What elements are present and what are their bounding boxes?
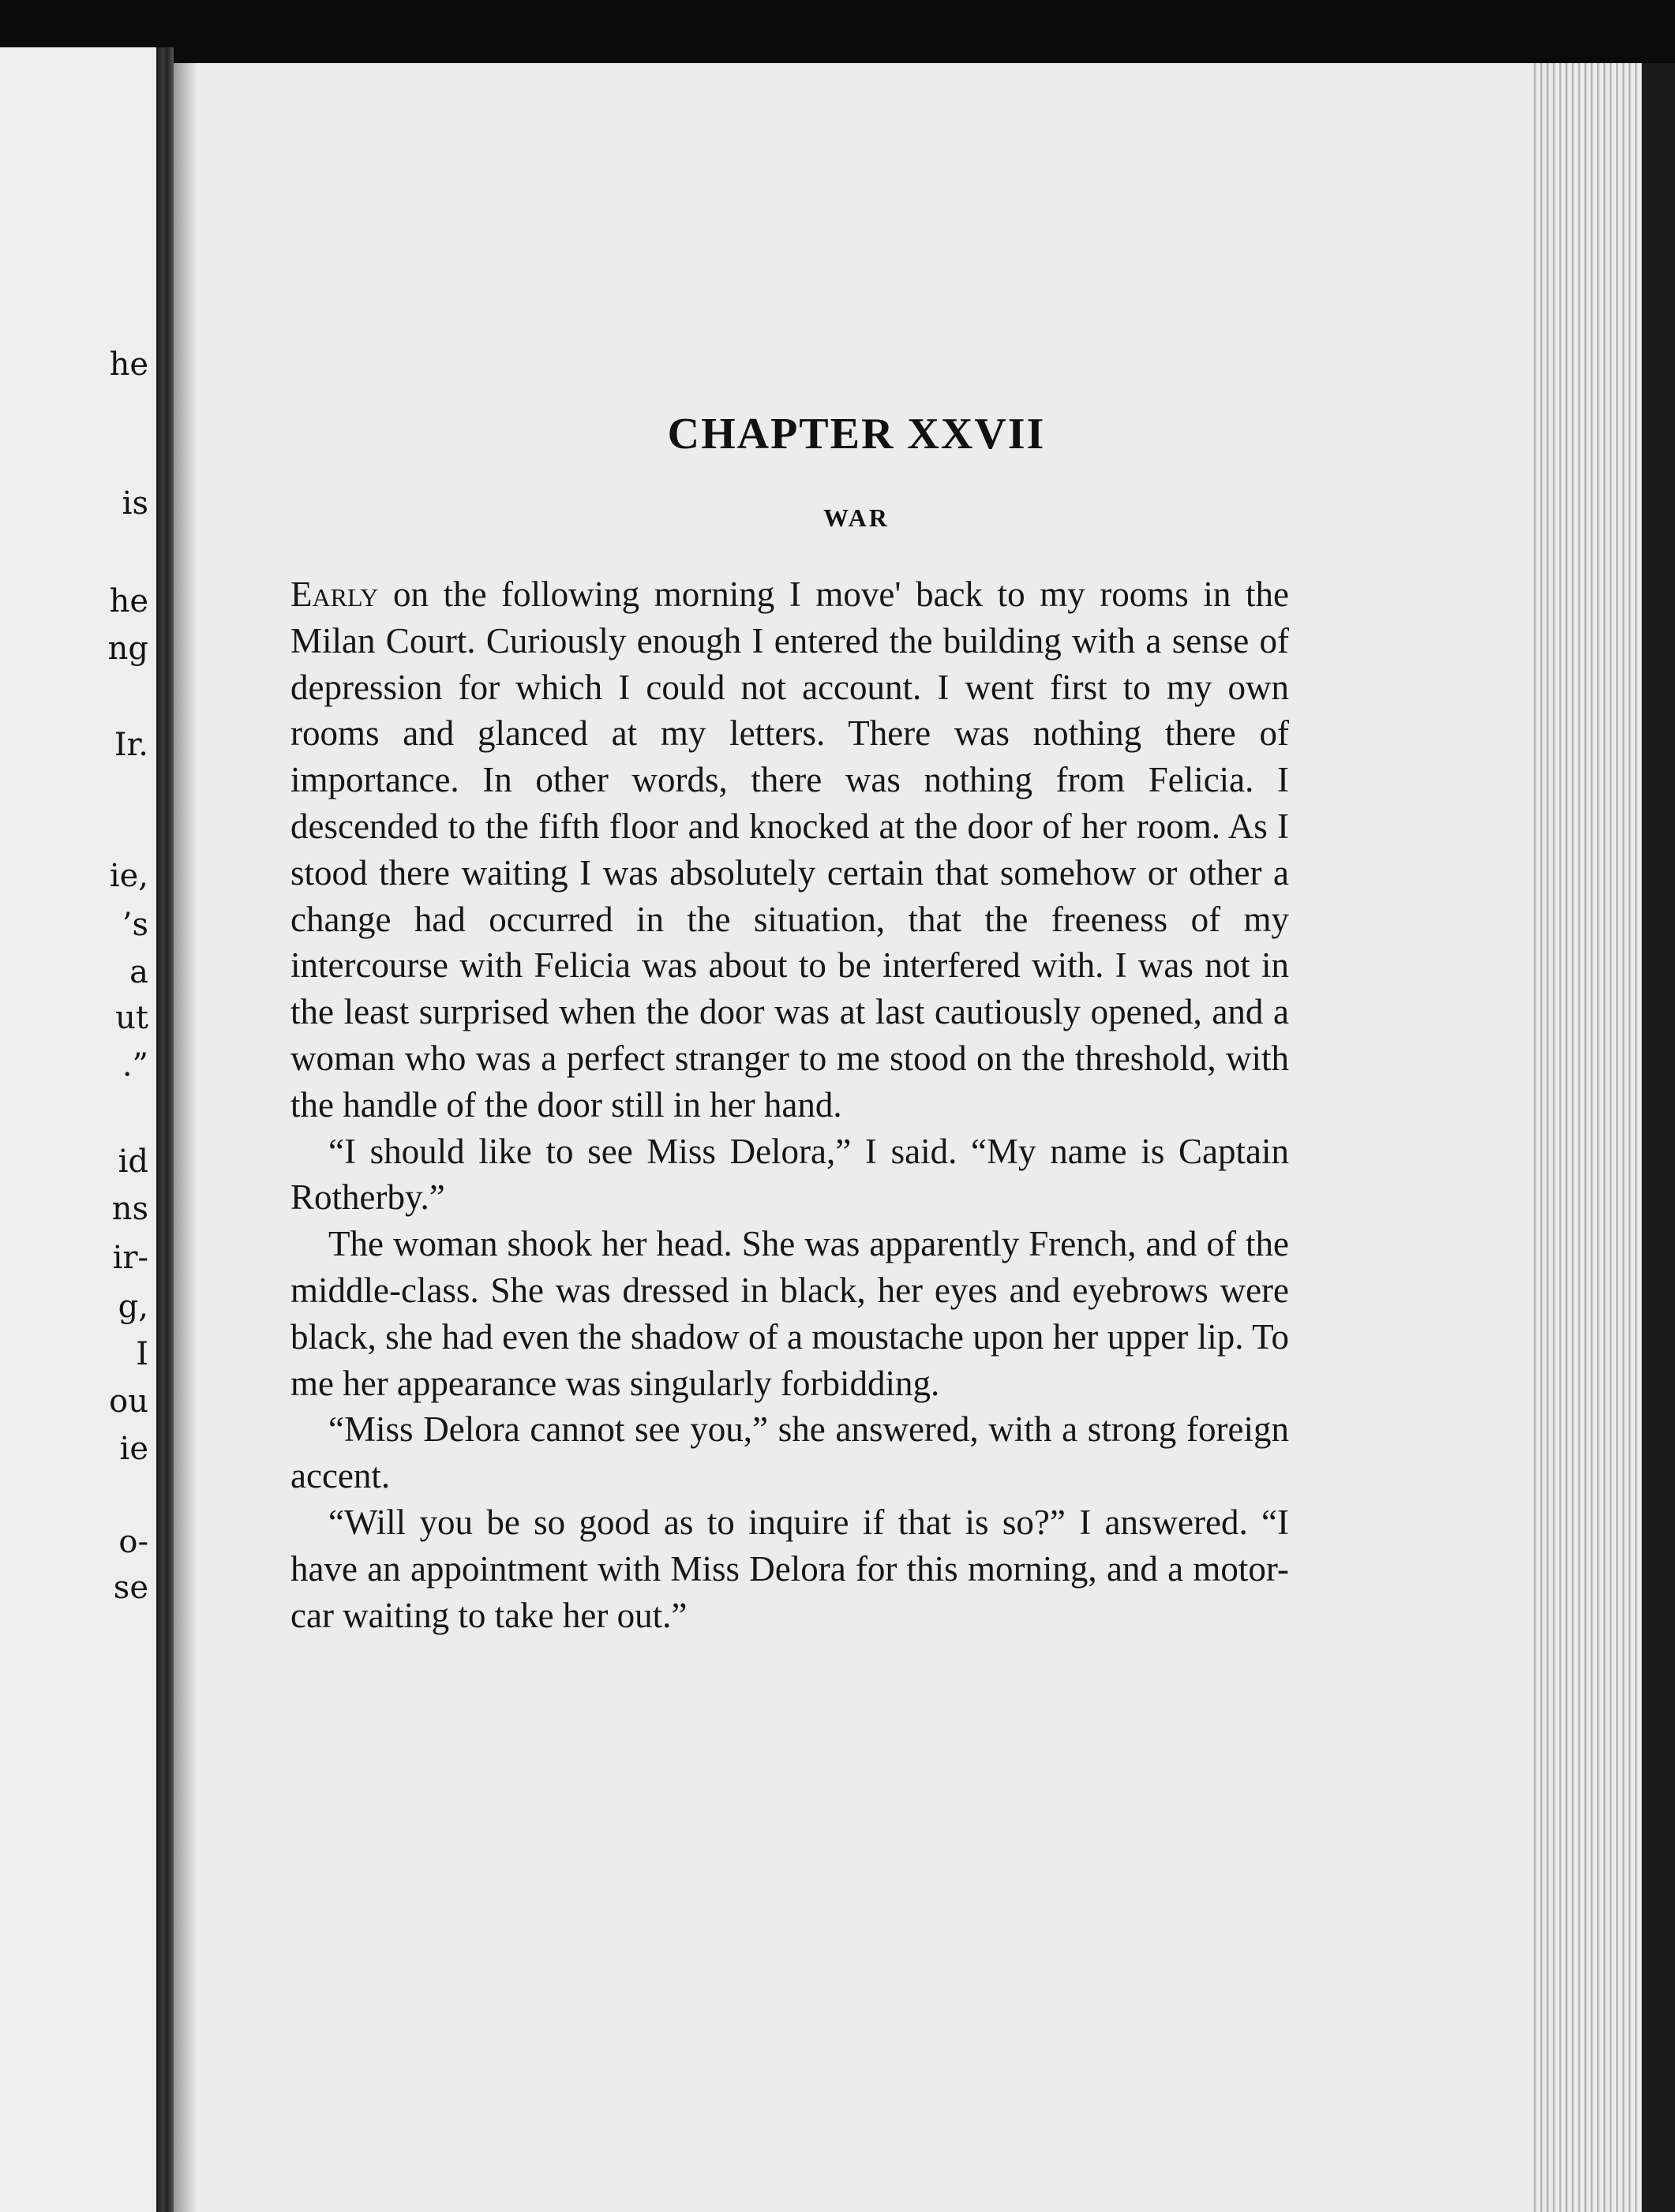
facing-page-fragment: is [122, 485, 148, 522]
facing-page-fragment: I [136, 1336, 148, 1372]
facing-page-fragment: ou [109, 1383, 148, 1420]
facing-page-fragment: g, [118, 1289, 148, 1325]
facing-page-fragment: ut [115, 1000, 148, 1036]
paragraph: “Will you be so good as to inquire if that is so?” I answered. “I have an appointment with Miss Delora for this morning, and a motor-car waiting to take her out.” [290, 1502, 1289, 1635]
page-stack-edge [1531, 63, 1650, 2212]
facing-page-fragment: ie [119, 1431, 148, 1467]
facing-page-fragment: se [113, 1570, 148, 1606]
facing-page-fragment: he [109, 583, 148, 619]
paragraph-lead-word: Early [290, 575, 379, 614]
facing-page-fragment: .” [122, 1047, 148, 1084]
facing-page-fragment: Ir. [114, 727, 148, 763]
book-page [174, 63, 1539, 2212]
facing-page-fragment: ’s [122, 907, 148, 943]
chapter-body [290, 571, 1289, 1638]
facing-page-fragment: ns [111, 1191, 148, 1227]
chapter-title: CHAPTER XXVII [667, 410, 1046, 458]
facing-page-fragment: id [118, 1143, 148, 1180]
paragraph: “Miss Delora cannot see you,” she answered, with a strong foreign accent. [290, 1409, 1289, 1496]
chapter-subtitle: WAR [823, 503, 890, 532]
paragraph: “I should like to see Miss Delora,” I said. “My name is Captain Rotherby.” [290, 1131, 1289, 1218]
facing-page-fragment: ir- [112, 1240, 148, 1276]
spine-shadow [174, 63, 197, 2212]
facing-page-fragment: o- [118, 1524, 148, 1560]
paragraph: The woman shook her head. She was apparently French, and of the middle-class. She was dressed in black, her eyes and eyebrows were black, she had even the shadow of a moustache upon her upper lip. To me her appearance was singularly forbidding. [290, 1224, 1289, 1403]
facing-page-fragment: a [129, 954, 148, 990]
facing-page-fragment: ng [107, 631, 148, 667]
facing-page-fragment: ie, [109, 858, 148, 894]
paragraph-text: on the following morning I move' back to my rooms in the Milan Court. Curiously enough I entered the building with a sense of depression for which I could not account. I went first to my own rooms and glanced at my letters. There was nothing there of importance. In other words, there was nothing from Felicia. I descended to the fifth floor and knocked at the door of her room. As I stood there waiting I was absolutely certain that somehow or other a change had occurred in the situation, that the freeness of my intercourse with Felicia was about to be interfered with. I was not in the least surprised when the door was at last cautiously opened, and a woman who was a perfect stranger to me stood on the threshold, with the handle of the door still in her hand. [290, 575, 1289, 1125]
edge-shadow [1642, 63, 1675, 2212]
facing-page-fragment: he [109, 346, 148, 383]
paragraph [290, 571, 1289, 1128]
book-gutter [156, 47, 174, 2212]
facing-page-left [0, 47, 156, 2212]
